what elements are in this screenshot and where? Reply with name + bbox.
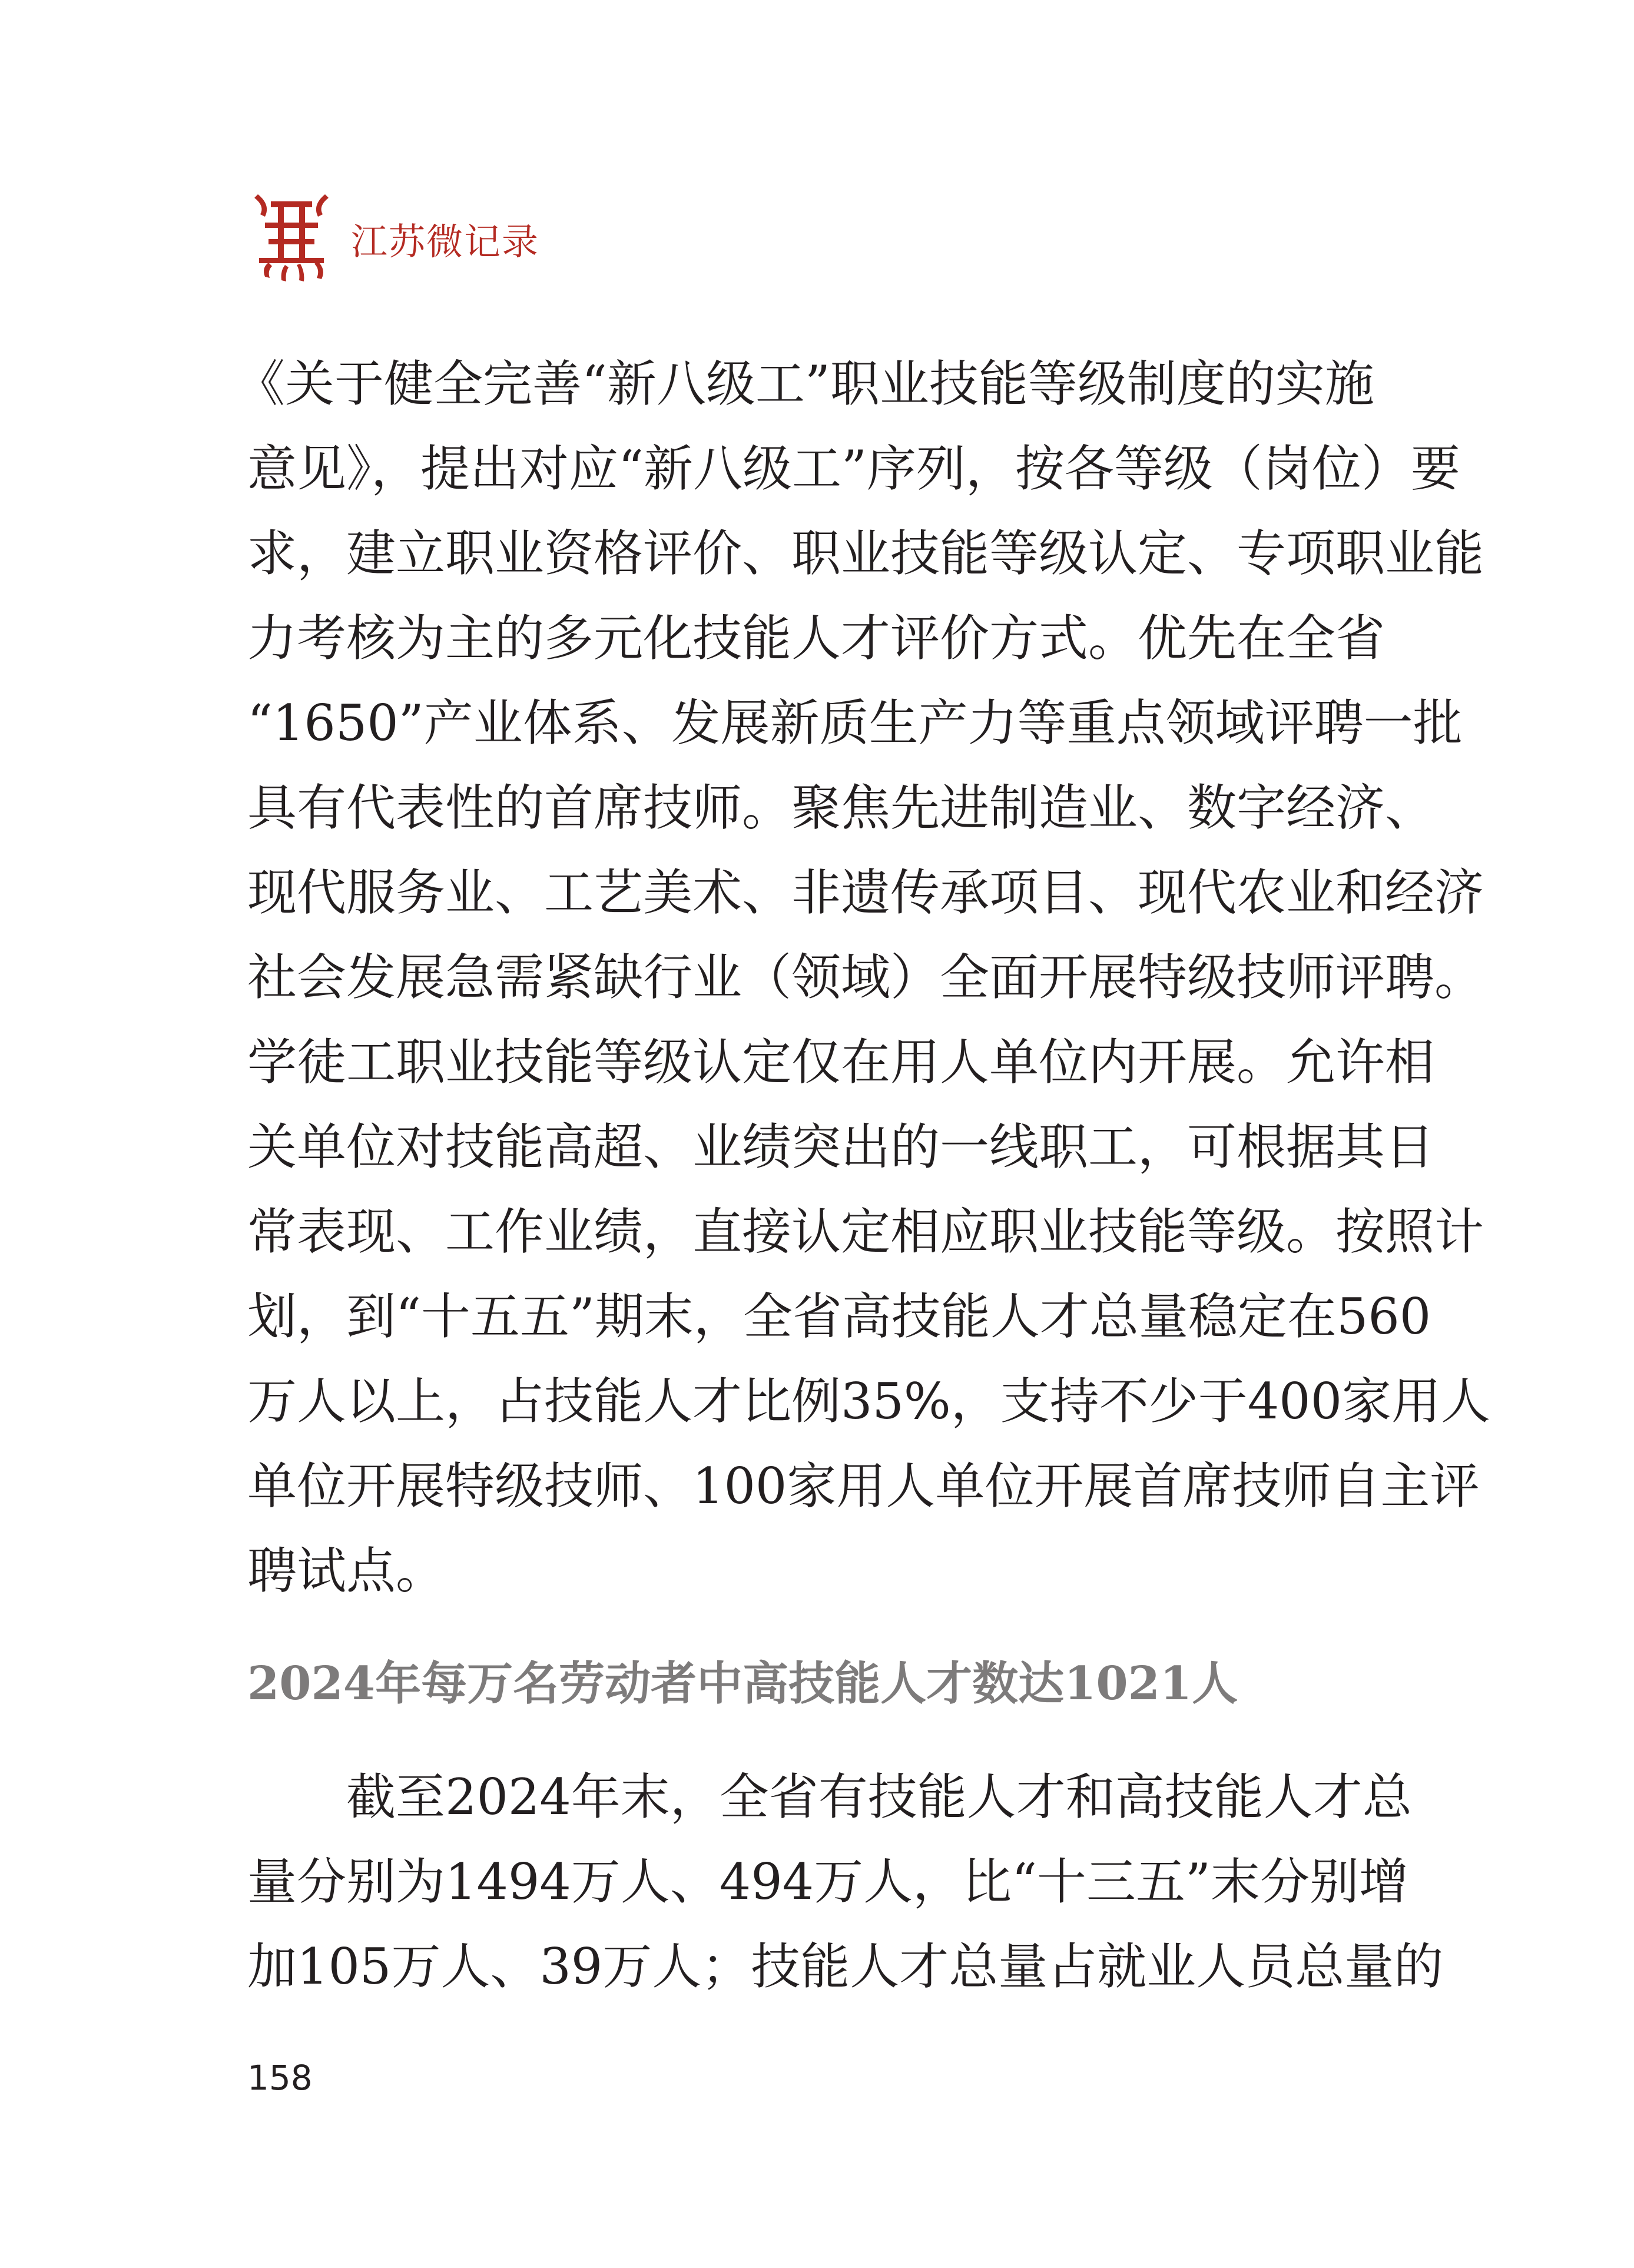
text-line: 具有代表性的首席技师。聚焦先进制造业、数字经济、	[247, 779, 1435, 837]
text-line: 现代服务业、工艺美术、非遗传承项目、现代农业和经济	[247, 864, 1484, 921]
text-line: 常表现、工作业绩，直接认定相应职业技能等级。按照计	[247, 1203, 1484, 1261]
text-line: “1650”产业体系、发展新质生产力等重点领域评聘一批	[247, 694, 1463, 752]
book-logo-icon	[247, 188, 336, 289]
text-line: 求，建立职业资格评价、职业技能等级认定、专项职业能	[247, 525, 1484, 582]
text-line: 社会发展急需紧缺行业（领域）全面开展特级技师评聘。	[247, 949, 1484, 1006]
text-line: 聘试点。	[247, 1542, 446, 1600]
body-paragraph-1	[236, 341, 1491, 1613]
header-title: 江苏微记录	[351, 220, 540, 263]
text-line: 万人以上，占技能人才比例35%，支持不少于400家用人	[247, 1372, 1491, 1430]
section-heading: 2024年每万名劳动者中高技能人才数达1021人	[247, 1657, 1238, 1710]
text-line: 力考核为主的多元化技能人才评价方式。优先在全省	[247, 609, 1386, 667]
text-line: 截至2024年末，全省有技能人才和高技能人才总	[346, 1768, 1412, 1826]
page-number: 158	[247, 2058, 313, 2098]
text-line: 学徒工职业技能等级认定仅在用人单位内开展。允许相	[247, 1033, 1435, 1091]
text-line: 关单位对技能高超、业绩突出的一线职工，可根据其日	[247, 1118, 1435, 1176]
text-line: 加105万人、39万人；技能人才总量占就业人员总量的	[247, 1938, 1444, 1995]
text-line: 划，到“十五五”期末，全省高技能人才总量稳定在560	[247, 1288, 1431, 1345]
page-header	[247, 188, 539, 289]
text-line: 单位开展特级技师、100家用人单位开展首席技师自主评	[247, 1457, 1480, 1515]
text-line: 意见》，提出对应“新八级工”序列，按各等级（岗位）要	[247, 440, 1460, 498]
text-line: 《关于健全完善“新八级工”职业技能等级制度的实施	[236, 355, 1374, 413]
body-paragraph-2	[247, 1755, 1444, 2009]
text-line: 量分别为1494万人、494万人，比“十三五”末分别增	[247, 1853, 1408, 1911]
